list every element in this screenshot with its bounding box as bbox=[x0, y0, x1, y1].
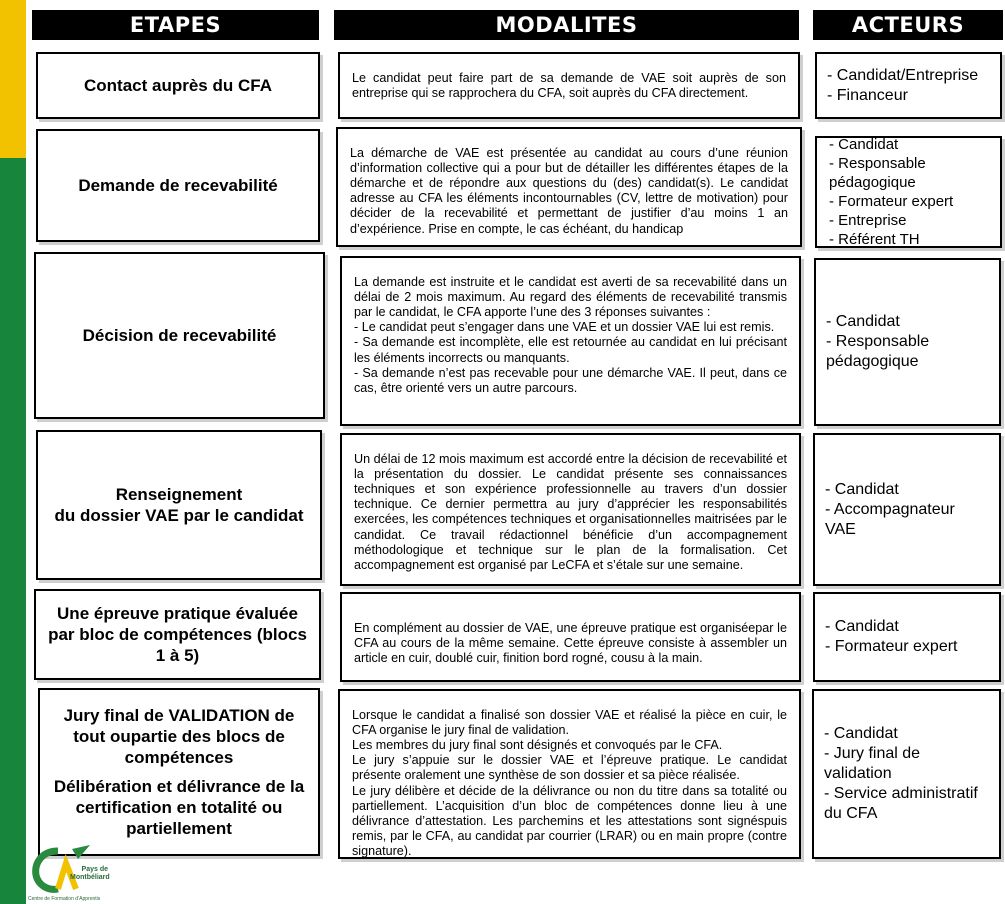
side-bar-yellow bbox=[0, 0, 26, 158]
etape-label: Renseignement du dossier VAE par le candidat bbox=[54, 485, 304, 525]
modalite-renseignement bbox=[340, 433, 801, 586]
acteurs-text: - Candidat - Formateur expert bbox=[825, 618, 958, 655]
modalite-jury bbox=[338, 689, 801, 859]
acteurs-epreuve bbox=[813, 592, 1001, 682]
etape-jury bbox=[38, 688, 320, 856]
modalite-text: La démarche de VAE est présentée au candidat au cours d’une réunion d’information collective qui a pour but de détailler les différentes étapes de la démarche et de répondre aux questions du (des) candidat(s). Le candidat adresse au CFA les éléments incontournables (CV, lettre de motivation) pour décider de la recevabilité et permettant de justifier d’au moins 1 an d’expérience. Prise en compte, le cas échéant, du handicap bbox=[350, 146, 788, 236]
header-modalites: MODALITES bbox=[334, 10, 799, 40]
etape-label: Jury final de VALIDATION de tout oupartie des blocs de compétences bbox=[63, 706, 295, 767]
acteurs-renseignement bbox=[813, 433, 1001, 586]
acteurs-decision bbox=[814, 258, 1001, 426]
etape-label: Contact auprès du CFA bbox=[84, 76, 272, 95]
side-bar-green bbox=[0, 158, 26, 904]
acteurs-text: - Candidat - Responsable pédagogique bbox=[826, 313, 930, 370]
acteurs-text: - Candidat - Responsable pédagogique - Formateur expert - Entreprise - Référent TH bbox=[829, 136, 954, 248]
modalite-text: Un délai de 12 mois maximum est accordé entre la décision de recevabilité et la présentation du dossier. Le candidat présente ses connaissances techniques et son expérience professionnelle au travers d’un dossier technique. Ce dernier permettra au jury d’apprécier les responsabilités exercées, les compétences techniques et organisationnelles maitrisées par le candidat. Ce travail rédactionnel bénéficie d’un accompagnement méthodologique et technique sur le plan de la formalisation. Cet accompagnement est organisé par LeCFA et s’étale sur une semaine. bbox=[354, 452, 787, 572]
modalite-text: Le candidat peut faire part de sa demande de VAE soit auprès de son entreprise qui se rapprochera du CFA, soit auprès du CFA directement. bbox=[352, 71, 786, 101]
modalite-text: Lorsque le candidat a finalisé son dossier VAE et réalisé la pièce en cuir, le CFA organise le jury final de validation. Les membres du jury final sont désignés et convoqués par le CFA. Le jury s’appuie sur le dossier VAE et l’épreuve pratique. Le candidat présente oralement une synthèse de son dossier et sa pièce réalisée. Le jury délibère et décide de la délivrance ou non du titre dans sa totalité ou partiellement. L’acquisition d’un bloc de compétences donne lieu à une délivrance d’attestation. Les parchemins et les attestations sont signéspuis remis, par le CFA, au candidat par courrier (LRAR) ou en main propre (contre signature). bbox=[352, 708, 787, 858]
etape-contact bbox=[36, 52, 320, 119]
modalite-text: En complément au dossier de VAE, une épreuve pratique est organiséepar le CFA au cours de la même semaine. Cette épreuve consiste à assembler un article en cuir, doublé cuir, finition bord rogné, cousu à la main. bbox=[354, 621, 787, 666]
acteurs-jury bbox=[812, 689, 1001, 859]
modalite-decision bbox=[340, 256, 801, 426]
modalite-demande bbox=[336, 127, 802, 247]
acteurs-contact bbox=[815, 52, 1002, 119]
etape-label: Décision de recevabilité bbox=[82, 326, 277, 345]
header-acteurs: ACTEURS bbox=[813, 10, 1003, 40]
logo-name: Pays de Montbéliard bbox=[70, 866, 110, 881]
modalite-text: La demande est instruite et le candidat est averti de sa recevabilité dans un délai de 2 mois maximum. Au regard des éléments de recevabilité transmis par le candidat, le CFA apporte l’une des 3 réponses suivantes : - Le candidat peut s’engager dans une VAE et un dossier VAE lui est remis. - Sa demande est incomplète, elle est retournée au candidat en lui précisant les éléments incorrects ou manquants. - Sa demande n’est pas recevable pour une démarche VAE. Il peut, dans ce cas, être orienté vers un autre parcours. bbox=[354, 275, 787, 395]
acteurs-demande bbox=[815, 136, 1002, 248]
acteurs-text: - Candidat - Jury final de validation - Service administratif du CFA bbox=[824, 725, 978, 822]
etape-label: Une épreuve pratique évaluée par bloc de compétences (blocs 1 à 5) bbox=[48, 604, 307, 665]
acteurs-text: - Candidat/Entreprise - Financeur bbox=[827, 66, 979, 104]
logo-subtitle: Centre de Formation d’Apprentis bbox=[28, 896, 101, 902]
etape-demande bbox=[36, 129, 320, 242]
etape-epreuve bbox=[34, 589, 321, 680]
modalite-contact bbox=[338, 52, 800, 119]
modalite-epreuve bbox=[340, 592, 801, 682]
etape-label-2: Délibération et délivrance de la certification en totalité ou partiellement bbox=[53, 777, 305, 838]
acteurs-text: - Candidat - Accompagnateur VAE bbox=[825, 480, 955, 538]
etape-label: Demande de recevabilité bbox=[78, 176, 278, 195]
etape-decision bbox=[34, 252, 325, 419]
header-etapes: ETAPES bbox=[32, 10, 319, 40]
etape-renseignement bbox=[36, 430, 322, 580]
